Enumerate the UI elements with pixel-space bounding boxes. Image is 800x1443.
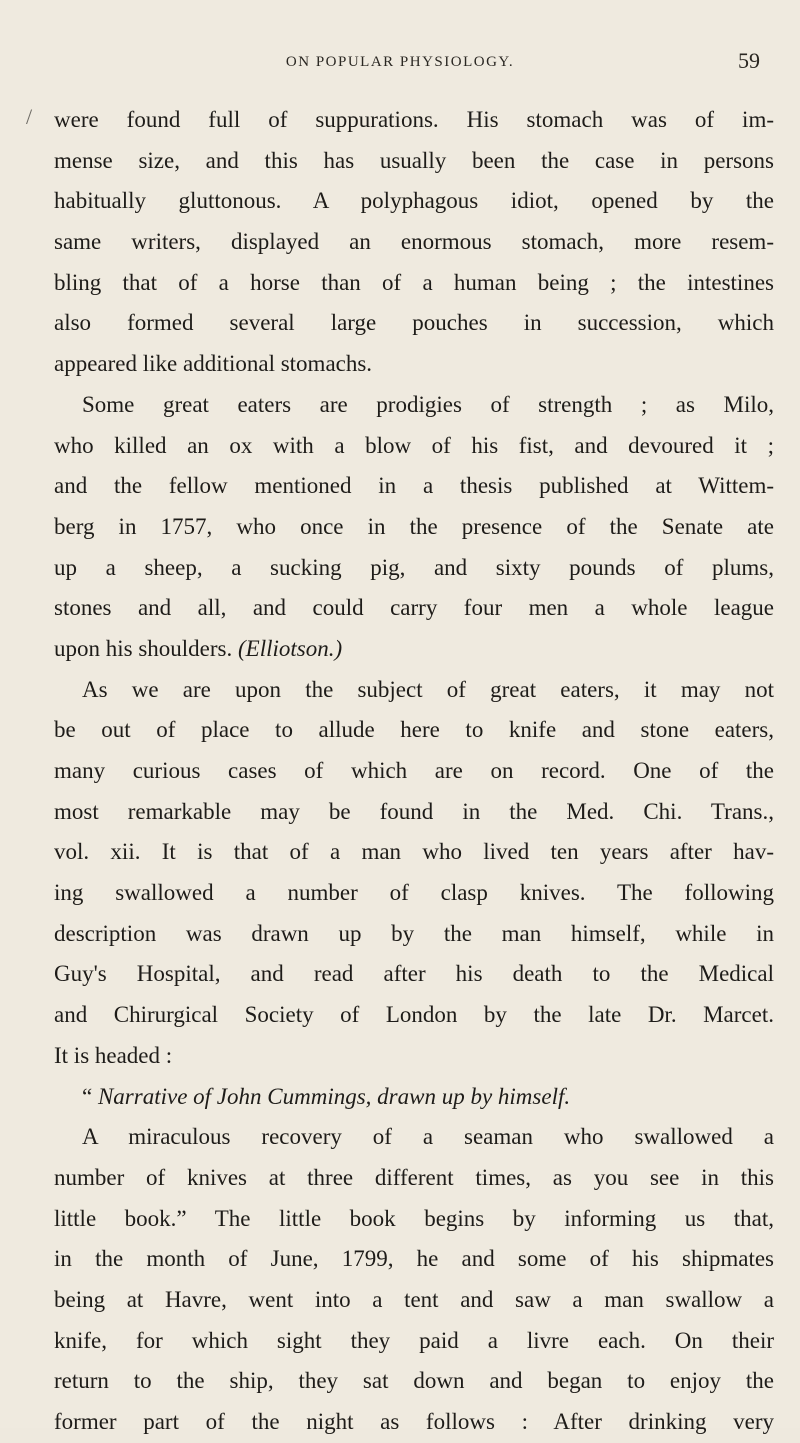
text-line: and Chirurgical Society of London by the late Dr. Marcet. xyxy=(54,1002,774,1028)
text-line: berg in 1757, who once in the presence of the Senate ate xyxy=(54,513,774,539)
text-line: ing swallowed a number of clasp knives. The following xyxy=(54,880,774,906)
text-line: most remarkable may be found in the Med. Chi. Trans., xyxy=(54,798,774,824)
text-line-with-citation xyxy=(54,629,774,670)
text-line: As we are upon the subject of great eaters, it may not xyxy=(82,676,774,702)
page-number: 59 xyxy=(738,48,760,73)
text-line: being at Havre, went into a tent and saw a man swallow a xyxy=(54,1286,774,1312)
text-line-part: upon his shoulders. xyxy=(54,635,233,661)
text-line: stones and all, and could carry four men a whole league xyxy=(54,595,774,621)
narrative-title-line xyxy=(54,1077,774,1118)
citation: (Elliotson.) xyxy=(238,635,343,661)
open-quote: “ xyxy=(82,1083,93,1109)
text-line: vol. xii. It is that of a man who lived ten years after hav- xyxy=(54,839,774,865)
running-head: ON POPULAR PHYSIOLOGY. xyxy=(285,54,515,70)
text-line: return to the ship, they sat down and began to enjoy the xyxy=(54,1368,774,1394)
text-line: It is headed : xyxy=(54,1042,173,1068)
text-line: A miraculous recovery of a seaman who swallowed a xyxy=(82,1124,774,1150)
text-line: bling that of a horse than of a human being ; the intestines xyxy=(54,269,774,295)
text-line: in the month of June, 1799, he and some of his shipmates xyxy=(54,1246,774,1272)
text-line: same writers, displayed an enormous stomach, more resem- xyxy=(54,229,774,255)
margin-pencil-mark: / xyxy=(26,104,33,129)
text-line: knife, for which sight they paid a livre each. On their xyxy=(54,1327,774,1353)
text-line: Some great eaters are prodigies of strength ; as Milo, xyxy=(82,391,774,417)
text-line: former part of the night as follows : After drinking very xyxy=(54,1409,774,1434)
body-text xyxy=(54,100,774,1443)
text-line: many curious cases of which are on record. One of the xyxy=(54,758,774,783)
narrative-title: Narrative of John Cummings, drawn up by himself. xyxy=(97,1083,571,1109)
text-line: up a sheep, a sucking pig, and sixty pounds of plums, xyxy=(54,554,774,580)
text-line: description was drawn up by the man himself, while in xyxy=(54,920,774,946)
text-line: be out of place to allude here to knife and stone eaters, xyxy=(54,717,774,743)
text-line: number of knives at three different times, as you see in this xyxy=(54,1164,774,1190)
text-line: and the fellow mentioned in a thesis published at Wittem- xyxy=(54,473,774,499)
text-line: also formed several large pouches in succession, which xyxy=(54,310,774,336)
text-line: habitually gluttonous. A polyphagous idiot, opened by the xyxy=(54,188,774,214)
text-line: mense size, and this has usually been the case in persons xyxy=(54,147,774,173)
text-line: little book.” The little book begins by informing us that, xyxy=(54,1205,774,1231)
text-line: were found full of suppurations. His stomach was of im- xyxy=(54,107,774,132)
text-line: appeared like additional stomachs. xyxy=(54,351,373,377)
text-line: who killed an ox with a blow of his fist, and devoured it ; xyxy=(54,432,774,458)
text-line: Guy's Hospital, and read after his death to the Medical xyxy=(54,961,774,987)
